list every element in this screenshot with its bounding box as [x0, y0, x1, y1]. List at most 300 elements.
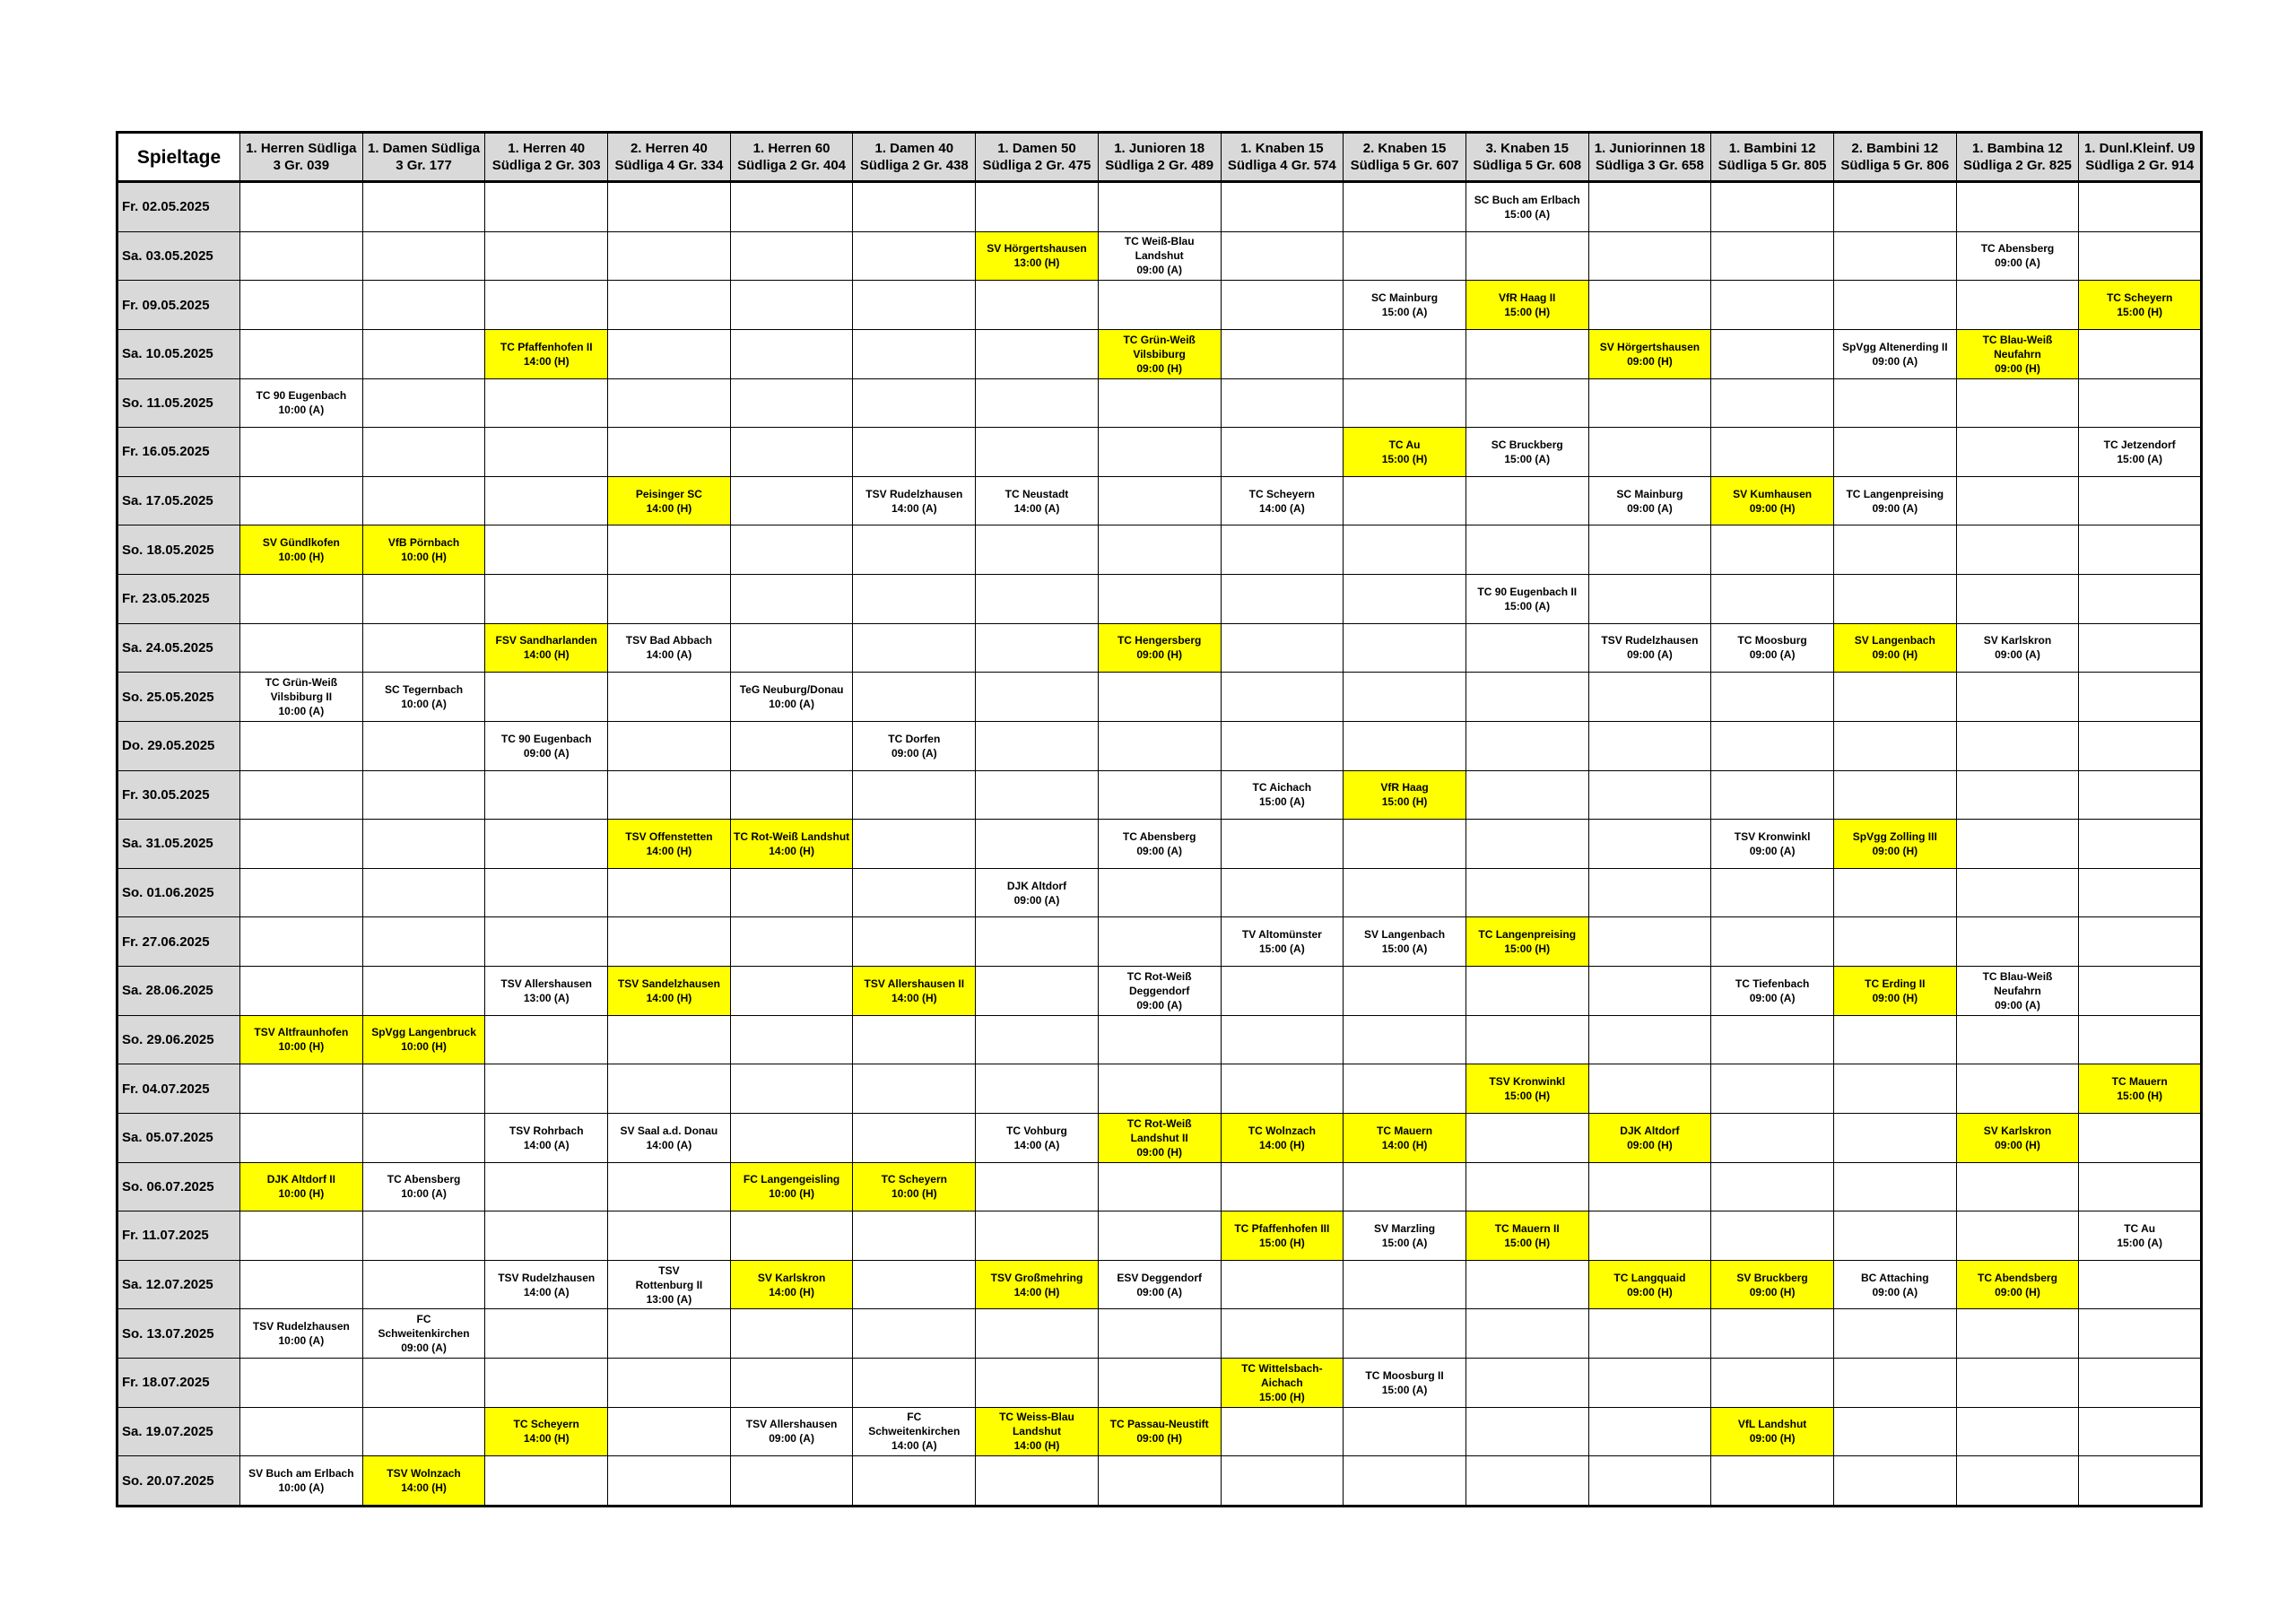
- opponent-name: TC Tiefenbach: [1735, 977, 1810, 990]
- away-match-cell: [1588, 623, 1711, 673]
- empty-cell: [730, 231, 853, 281]
- empty-cell: [1833, 1359, 1956, 1408]
- team-league: Südliga 5 Gr. 607: [1350, 158, 1459, 173]
- empty-cell: [608, 673, 731, 722]
- empty-cell: [2079, 182, 2202, 232]
- empty-cell: [1711, 281, 1834, 330]
- opponent-name: TC Grün-Weiß: [265, 676, 338, 690]
- opponent-name: VfR Haag II: [1499, 291, 1556, 305]
- empty-cell: [730, 1113, 853, 1162]
- empty-cell: [608, 575, 731, 624]
- match-time: 14:00 (A): [891, 501, 937, 515]
- home-match-cell: [485, 1407, 608, 1456]
- match-day-row: [117, 1064, 2202, 1114]
- empty-cell: [240, 917, 363, 967]
- empty-cell: [1711, 1162, 1834, 1211]
- match-date: Fr. 27.06.2025: [117, 917, 240, 967]
- team-header: [485, 133, 608, 182]
- away-match-cell: [362, 673, 485, 722]
- empty-cell: [485, 525, 608, 575]
- away-match-cell: [853, 476, 976, 525]
- match-day-row: [117, 575, 2202, 624]
- opponent-name: TC Mauern II: [1494, 1221, 1560, 1235]
- away-match-cell: [1344, 1359, 1466, 1408]
- empty-cell: [853, 525, 976, 575]
- team-league: Südliga 2 Gr. 489: [1105, 158, 1214, 173]
- match-time: 14:00 (A): [646, 648, 692, 662]
- empty-cell: [608, 1211, 731, 1261]
- empty-cell: [1956, 575, 2079, 624]
- home-match-cell: [1098, 623, 1221, 673]
- empty-cell: [1344, 1309, 1466, 1359]
- empty-cell: [2079, 231, 2202, 281]
- empty-cell: [485, 1211, 608, 1261]
- opponent-name: TSV: [658, 1264, 680, 1277]
- match-time: 09:00 (H): [1136, 1432, 1182, 1446]
- opponent-name: TC Erding II: [1865, 977, 1926, 990]
- team-league: Südliga 4 Gr. 574: [1227, 158, 1336, 173]
- away-match-cell: [1588, 476, 1711, 525]
- opponent-name: SpVgg Altenerding II: [1842, 340, 1948, 353]
- home-match-cell: [1588, 1260, 1711, 1309]
- empty-cell: [1833, 868, 1956, 917]
- away-match-cell: [2079, 1211, 2202, 1261]
- empty-cell: [1711, 868, 1834, 917]
- empty-cell: [240, 1113, 363, 1162]
- empty-cell: [1465, 967, 1588, 1016]
- home-match-cell: [1465, 281, 1588, 330]
- away-match-cell: [1833, 329, 1956, 378]
- empty-cell: [1833, 721, 1956, 770]
- empty-cell: [853, 820, 976, 869]
- empty-cell: [976, 721, 1099, 770]
- empty-cell: [1465, 1015, 1588, 1064]
- match-time: 15:00 (H): [1504, 1090, 1551, 1103]
- empty-cell: [485, 917, 608, 967]
- match-time: 14:00 (H): [891, 991, 937, 1004]
- empty-cell: [1344, 1015, 1466, 1064]
- header-row: [117, 133, 2202, 182]
- empty-cell: [730, 575, 853, 624]
- empty-cell: [240, 967, 363, 1016]
- opponent-name: Vilsbiburg II: [270, 690, 333, 704]
- match-time: 15:00 (H): [1504, 942, 1551, 956]
- empty-cell: [1833, 1015, 1956, 1064]
- opponent-name: TSV Kronwinkl: [1489, 1075, 1566, 1089]
- match-time: 09:00 (A): [401, 1342, 447, 1355]
- empty-cell: [485, 820, 608, 869]
- away-match-cell: [1711, 967, 1834, 1016]
- away-match-cell: [485, 1113, 608, 1162]
- empty-cell: [362, 868, 485, 917]
- empty-cell: [1588, 1015, 1711, 1064]
- match-day-row: [117, 770, 2202, 820]
- empty-cell: [1833, 1162, 1956, 1211]
- empty-cell: [362, 1359, 485, 1408]
- empty-cell: [1833, 673, 1956, 722]
- opponent-name: SC Tegernbach: [384, 683, 464, 697]
- empty-cell: [1711, 1211, 1834, 1261]
- opponent-name: SV Karlskron: [1983, 634, 2052, 647]
- empty-cell: [1588, 1407, 1711, 1456]
- team-name: 1. Damen Südliga: [368, 141, 481, 156]
- match-time: 09:00 (H): [1627, 1138, 1673, 1151]
- empty-cell: [976, 182, 1099, 232]
- home-match-cell: [1956, 1260, 2079, 1309]
- empty-cell: [608, 1456, 731, 1507]
- opponent-name: TC Grün-Weiß: [1123, 333, 1196, 346]
- empty-cell: [2079, 1015, 2202, 1064]
- team-league: Südliga 5 Gr. 608: [1473, 158, 1582, 173]
- match-time: 09:00 (A): [1749, 844, 1796, 857]
- match-time: 14:00 (H): [769, 844, 814, 857]
- empty-cell: [730, 1211, 853, 1261]
- empty-cell: [362, 770, 485, 820]
- empty-cell: [1221, 1015, 1344, 1064]
- team-header: [240, 133, 363, 182]
- home-match-cell: [1221, 1113, 1344, 1162]
- empty-cell: [1098, 917, 1221, 967]
- match-day-row: [117, 1359, 2202, 1408]
- home-match-cell: [608, 967, 731, 1016]
- empty-cell: [853, 770, 976, 820]
- home-match-cell: [240, 525, 363, 575]
- opponent-name: TeG Neuburg/Donau: [739, 683, 844, 697]
- empty-cell: [1221, 623, 1344, 673]
- opponent-name: Neufahrn: [1994, 347, 2041, 360]
- empty-cell: [1711, 1309, 1834, 1359]
- match-day-row: [117, 378, 2202, 428]
- empty-cell: [362, 231, 485, 281]
- empty-cell: [1344, 1407, 1466, 1456]
- team-header: [976, 133, 1099, 182]
- empty-cell: [730, 868, 853, 917]
- home-match-cell: [1465, 917, 1588, 967]
- empty-cell: [1956, 378, 2079, 428]
- empty-cell: [1098, 525, 1221, 575]
- match-time: 14:00 (A): [1013, 1138, 1060, 1151]
- schedule-body: [117, 182, 2202, 1507]
- empty-cell: [485, 378, 608, 428]
- empty-cell: [240, 428, 363, 477]
- empty-cell: [1098, 1015, 1221, 1064]
- empty-cell: [1833, 428, 1956, 477]
- empty-cell: [1344, 820, 1466, 869]
- empty-cell: [1221, 329, 1344, 378]
- away-match-cell: [1344, 281, 1466, 330]
- opponent-name: Rottenburg II: [635, 1278, 703, 1291]
- empty-cell: [2079, 1309, 2202, 1359]
- opponent-name: TC Mauern: [2111, 1075, 2168, 1089]
- match-date: Sa. 12.07.2025: [117, 1260, 240, 1309]
- empty-cell: [1711, 673, 1834, 722]
- empty-cell: [1221, 1064, 1344, 1114]
- empty-cell: [976, 428, 1099, 477]
- opponent-name: FC: [907, 1411, 922, 1424]
- opponent-name: TSV Großmehring: [990, 1271, 1083, 1284]
- home-match-cell: [1833, 623, 1956, 673]
- empty-cell: [853, 673, 976, 722]
- empty-cell: [240, 1359, 363, 1408]
- corner-header: Spieltage: [117, 133, 240, 182]
- match-time: 09:00 (H): [1136, 648, 1182, 662]
- home-match-cell: [730, 820, 853, 869]
- empty-cell: [1833, 1456, 1956, 1507]
- empty-cell: [730, 967, 853, 1016]
- empty-cell: [2079, 721, 2202, 770]
- empty-cell: [1098, 1211, 1221, 1261]
- empty-cell: [1588, 428, 1711, 477]
- match-time: 15:00 (A): [1381, 1236, 1428, 1249]
- match-time: 09:00 (A): [1627, 501, 1673, 515]
- team-name: 1. Herren 40: [508, 141, 586, 156]
- empty-cell: [1465, 1162, 1588, 1211]
- empty-cell: [240, 1260, 363, 1309]
- opponent-name: TSV Kronwinkl: [1734, 829, 1811, 843]
- opponent-name: DJK Altdorf: [1006, 879, 1067, 892]
- match-time: 15:00 (A): [1504, 207, 1551, 221]
- match-date: So. 01.06.2025: [117, 868, 240, 917]
- home-match-cell: [485, 623, 608, 673]
- match-date: So. 20.07.2025: [117, 1456, 240, 1507]
- empty-cell: [1098, 721, 1221, 770]
- empty-cell: [1465, 623, 1588, 673]
- empty-cell: [1956, 868, 2079, 917]
- opponent-name: TC Langenpreising: [1478, 928, 1577, 942]
- empty-cell: [976, 1015, 1099, 1064]
- empty-cell: [485, 673, 608, 722]
- opponent-name: TC Neustadt: [1004, 487, 1069, 500]
- match-time: 09:00 (A): [1872, 354, 1918, 368]
- away-match-cell: [240, 378, 363, 428]
- empty-cell: [1344, 721, 1466, 770]
- match-time: 09:00 (H): [1136, 361, 1182, 375]
- empty-cell: [1465, 476, 1588, 525]
- empty-cell: [1098, 770, 1221, 820]
- opponent-name: TC Scheyern: [1248, 487, 1316, 500]
- empty-cell: [730, 329, 853, 378]
- match-time: 09:00 (H): [1995, 361, 2040, 375]
- team-league: Südliga 2 Gr. 475: [982, 158, 1091, 173]
- empty-cell: [485, 1456, 608, 1507]
- opponent-name: TC Moosburg II: [1365, 1368, 1444, 1382]
- opponent-name: FC Langengeisling: [743, 1173, 840, 1186]
- empty-cell: [2079, 1456, 2202, 1507]
- empty-cell: [1956, 281, 2079, 330]
- empty-cell: [1221, 721, 1344, 770]
- empty-cell: [1588, 820, 1711, 869]
- match-time: 10:00 (H): [769, 1187, 814, 1201]
- match-day-row: [117, 1162, 2202, 1211]
- empty-cell: [362, 967, 485, 1016]
- home-match-cell: [1098, 329, 1221, 378]
- away-match-cell: [240, 1456, 363, 1507]
- match-time: 09:00 (A): [1136, 1285, 1182, 1298]
- empty-cell: [1221, 820, 1344, 869]
- match-date: So. 11.05.2025: [117, 378, 240, 428]
- opponent-name: SV Saal a.d. Donau: [620, 1124, 718, 1137]
- empty-cell: [1833, 917, 1956, 967]
- opponent-name: SV Hörgertshausen: [1599, 340, 1700, 353]
- match-time: 14:00 (H): [1259, 1138, 1305, 1151]
- empty-cell: [1221, 967, 1344, 1016]
- empty-cell: [1833, 1407, 1956, 1456]
- empty-cell: [240, 1211, 363, 1261]
- team-header: [730, 133, 853, 182]
- empty-cell: [1098, 575, 1221, 624]
- empty-cell: [1833, 1211, 1956, 1261]
- empty-cell: [240, 575, 363, 624]
- home-match-cell: [1588, 329, 1711, 378]
- match-time: 14:00 (A): [523, 1138, 570, 1151]
- team-league: Südliga 5 Gr. 806: [1840, 158, 1950, 173]
- match-time: 10:00 (H): [278, 551, 325, 564]
- match-time: 09:00 (A): [1136, 264, 1182, 277]
- match-time: 09:00 (H): [1749, 501, 1796, 515]
- empty-cell: [1956, 1211, 2079, 1261]
- empty-cell: [1588, 575, 1711, 624]
- empty-cell: [1956, 721, 2079, 770]
- empty-cell: [1221, 428, 1344, 477]
- match-day-row: [117, 1407, 2202, 1456]
- empty-cell: [976, 917, 1099, 967]
- empty-cell: [608, 721, 731, 770]
- empty-cell: [485, 182, 608, 232]
- away-match-cell: [1221, 770, 1344, 820]
- match-time: 10:00 (H): [401, 1040, 447, 1054]
- team-name: 2. Bambini 12: [1851, 141, 1939, 156]
- empty-cell: [976, 967, 1099, 1016]
- match-time: 15:00 (A): [1259, 942, 1305, 956]
- match-time: 15:00 (A): [1504, 452, 1551, 465]
- empty-cell: [240, 820, 363, 869]
- empty-cell: [2079, 575, 2202, 624]
- opponent-name: TV Altomünster: [1241, 928, 1322, 942]
- home-match-cell: [730, 1162, 853, 1211]
- empty-cell: [1833, 575, 1956, 624]
- match-time: 14:00 (A): [1013, 501, 1060, 515]
- opponent-name: Neufahrn: [1994, 984, 2041, 997]
- match-time: 15:00 (A): [1381, 942, 1428, 956]
- empty-cell: [853, 1113, 976, 1162]
- match-time: 09:00 (A): [891, 746, 937, 760]
- empty-cell: [1465, 231, 1588, 281]
- opponent-name: TC Rot-Weiß: [1126, 969, 1192, 983]
- empty-cell: [730, 917, 853, 967]
- match-time: 09:00 (H): [1749, 1432, 1796, 1446]
- empty-cell: [1956, 1456, 2079, 1507]
- empty-cell: [362, 281, 485, 330]
- empty-cell: [730, 1359, 853, 1408]
- team-league: Südliga 2 Gr. 404: [737, 158, 847, 173]
- away-match-cell: [853, 1407, 976, 1456]
- away-match-cell: [240, 673, 363, 722]
- opponent-name: SC Mainburg: [1371, 291, 1439, 305]
- empty-cell: [1344, 1456, 1466, 1507]
- empty-cell: [2079, 623, 2202, 673]
- empty-cell: [976, 623, 1099, 673]
- match-date: So. 18.05.2025: [117, 525, 240, 575]
- opponent-name: TSV Allershausen: [500, 977, 593, 990]
- opponent-name: SpVgg Zolling III: [1852, 829, 1937, 843]
- home-match-cell: [853, 1162, 976, 1211]
- empty-cell: [2079, 820, 2202, 869]
- opponent-name: TSV Allershausen: [745, 1418, 838, 1431]
- match-day-row: [117, 1211, 2202, 1261]
- opponent-name: SV Karlskron: [757, 1271, 826, 1284]
- match-day-row: [117, 1113, 2202, 1162]
- empty-cell: [608, 182, 731, 232]
- match-date: So. 13.07.2025: [117, 1309, 240, 1359]
- away-match-cell: [1221, 917, 1344, 967]
- home-match-cell: [1465, 1211, 1588, 1261]
- empty-cell: [1956, 1064, 2079, 1114]
- empty-cell: [730, 721, 853, 770]
- home-match-cell: [976, 231, 1099, 281]
- empty-cell: [2079, 1162, 2202, 1211]
- empty-cell: [1344, 575, 1466, 624]
- match-time: 10:00 (A): [278, 1481, 325, 1495]
- match-time: 09:00 (A): [1872, 501, 1918, 515]
- empty-cell: [608, 1162, 731, 1211]
- empty-cell: [608, 1309, 731, 1359]
- match-date: Sa. 10.05.2025: [117, 329, 240, 378]
- empty-cell: [1465, 1359, 1588, 1408]
- empty-cell: [240, 868, 363, 917]
- match-time: 09:00 (A): [769, 1432, 814, 1446]
- home-match-cell: [1344, 770, 1466, 820]
- empty-cell: [1833, 1113, 1956, 1162]
- match-time: 09:00 (A): [1013, 893, 1060, 907]
- opponent-name: TC Au: [2124, 1221, 2156, 1235]
- opponent-name: TC 90 Eugenbach: [500, 732, 592, 745]
- match-date: Do. 29.05.2025: [117, 721, 240, 770]
- opponent-name: Schweitenkirchen: [868, 1425, 961, 1438]
- match-time: 09:00 (A): [1749, 648, 1796, 662]
- team-header: [853, 133, 976, 182]
- team-league: 3 Gr. 177: [396, 158, 452, 173]
- empty-cell: [976, 770, 1099, 820]
- home-match-cell: [1344, 1113, 1466, 1162]
- empty-cell: [2079, 378, 2202, 428]
- empty-cell: [730, 623, 853, 673]
- empty-cell: [362, 721, 485, 770]
- match-time: 15:00 (H): [1381, 452, 1428, 465]
- opponent-name: TC Abendsberg: [1978, 1271, 2057, 1284]
- empty-cell: [2079, 525, 2202, 575]
- team-league: Südliga 2 Gr. 303: [491, 158, 601, 173]
- match-time: 14:00 (H): [523, 1432, 570, 1446]
- empty-cell: [1344, 378, 1466, 428]
- match-time: 10:00 (A): [278, 1334, 325, 1348]
- opponent-name: TC Rot-Weiß Landshut: [734, 829, 850, 843]
- match-time: 14:00 (A): [1259, 501, 1305, 515]
- empty-cell: [362, 623, 485, 673]
- away-match-cell: [1465, 182, 1588, 232]
- empty-cell: [853, 623, 976, 673]
- empty-cell: [853, 1309, 976, 1359]
- home-match-cell: [1098, 1407, 1221, 1456]
- opponent-name: TC Moosburg: [1737, 634, 1807, 647]
- match-day-row: [117, 967, 2202, 1016]
- match-date: Fr. 11.07.2025: [117, 1211, 240, 1261]
- empty-cell: [853, 378, 976, 428]
- empty-cell: [1098, 428, 1221, 477]
- home-match-cell: [1711, 1407, 1834, 1456]
- team-header: [1711, 133, 1834, 182]
- empty-cell: [853, 1260, 976, 1309]
- team-header: [1956, 133, 2079, 182]
